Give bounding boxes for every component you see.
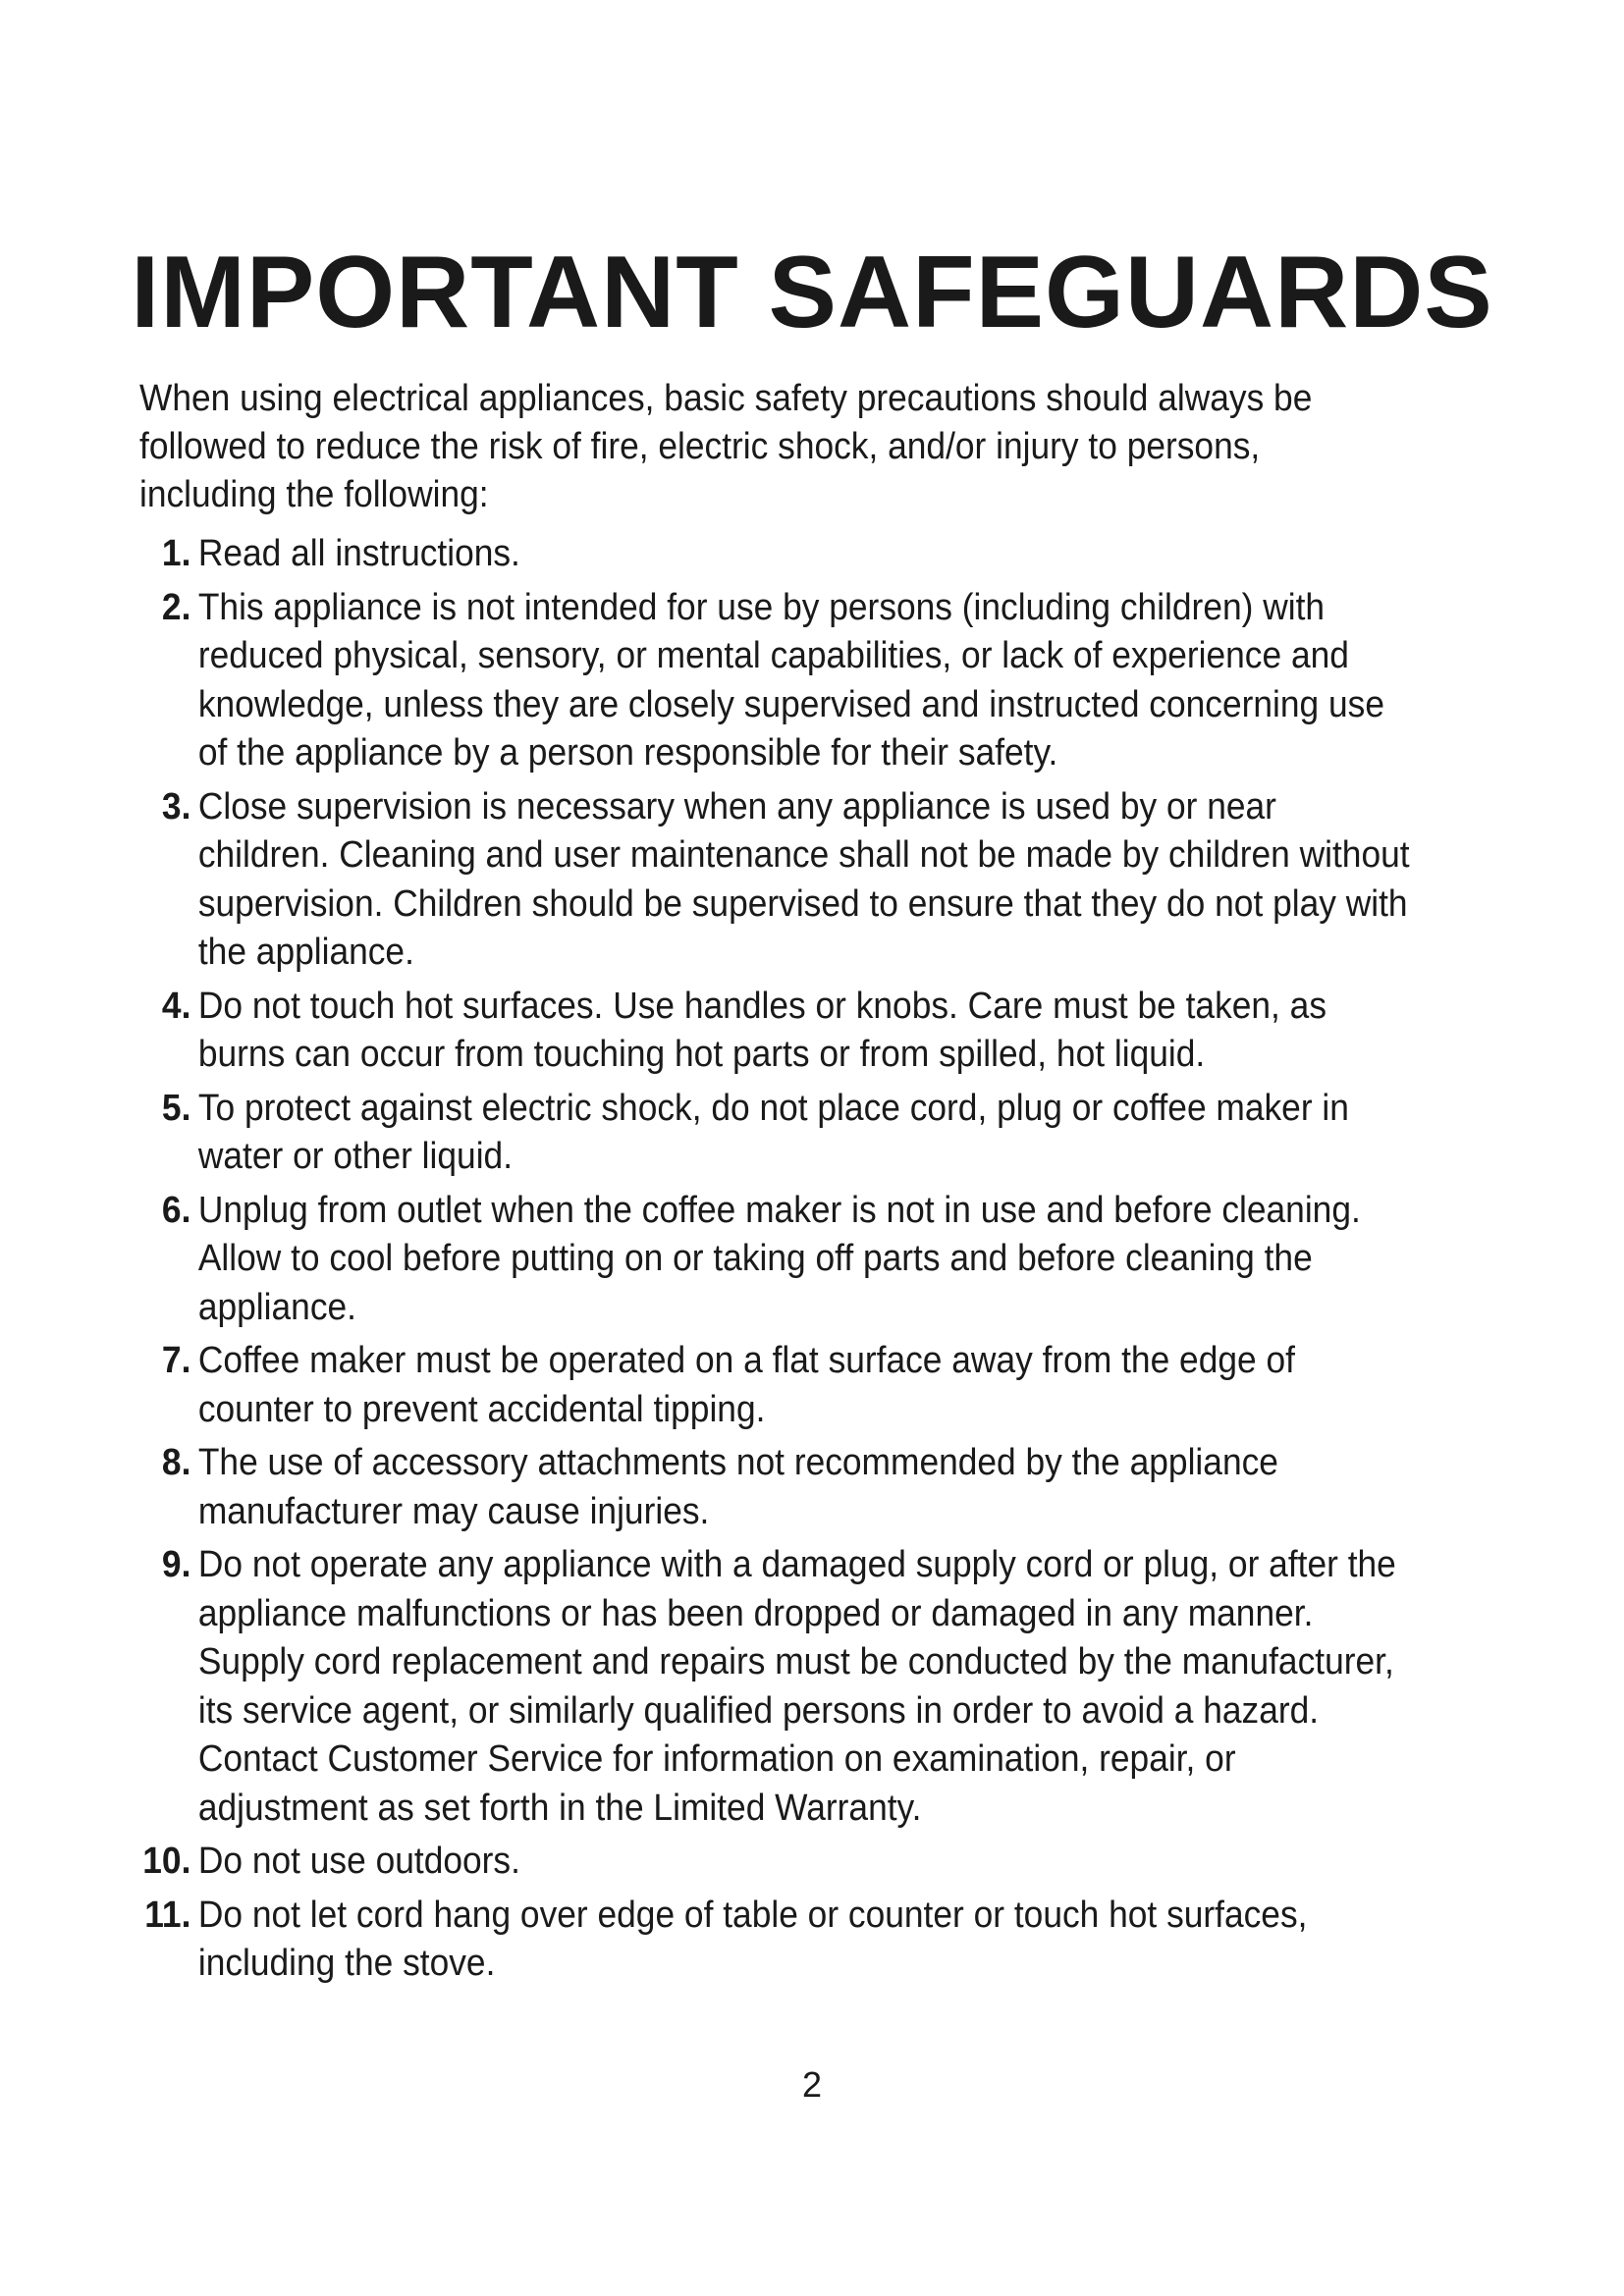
- page-title: IMPORTANT SAFEGUARDS: [131, 236, 1493, 349]
- list-item: [118, 1541, 1415, 1833]
- item-number: 5.: [161, 1087, 191, 1129]
- item-number: 3.: [161, 785, 191, 828]
- item-text: Unplug from outlet when the coffee maker is not in use and before cleaning. Allow to cool before putting on or taking off parts and before cleaning the appliance.: [197, 1189, 1361, 1328]
- item-number: 2.: [161, 586, 191, 628]
- item-number: 9.: [161, 1544, 191, 1585]
- list-item: [118, 983, 1415, 1080]
- item-text: Read all instructions.: [197, 533, 520, 574]
- list-item: [118, 1892, 1415, 1989]
- item-number: 10.: [142, 1841, 191, 1882]
- item-number: 1.: [161, 533, 191, 574]
- list-item: [118, 783, 1415, 978]
- page-number: 2: [801, 2064, 823, 2105]
- safeguards-list: [118, 530, 1415, 1994]
- item-text: Do not use outdoors.: [197, 1841, 520, 1882]
- item-text: Close supervision is necessary when any appliance is used by or near children. Cleaning and user maintenance shall not be made by children without supervision. Children should be supervised to ensure that they do not play with the appliance.: [197, 785, 1410, 973]
- item-number: 4.: [161, 985, 191, 1027]
- list-item: [118, 530, 1415, 579]
- item-number: 7.: [161, 1340, 191, 1381]
- list-item: [118, 1838, 1415, 1887]
- list-item: [118, 1085, 1415, 1182]
- item-number: 6.: [161, 1189, 191, 1231]
- item-text: Do not touch hot surfaces. Use handles or knobs. Care must be taken, as burns can occur from touching hot parts or from spilled, hot liquid.: [197, 985, 1327, 1075]
- item-text: Do not operate any appliance with a damaged supply cord or plug, or after the appliance malfunctions or has been dropped or damaged in any manner. Supply cord replacement and repairs must be conducted by the manufacturer, its service agent, or similarly qualified persons in order to avoid a hazard. Contact Customer Service for information on examination, repair, or adjustment as set forth in the Limited Warranty.: [197, 1544, 1396, 1829]
- item-number: 11.: [144, 1894, 191, 1936]
- list-item: [118, 1187, 1415, 1333]
- list-item: [118, 1337, 1415, 1434]
- item-text: To protect against electric shock, do not place cord, plug or coffee maker in water or other liquid.: [197, 1087, 1349, 1177]
- item-number: 8.: [161, 1442, 191, 1483]
- list-item: [118, 1439, 1415, 1536]
- list-item: [118, 584, 1415, 778]
- item-text: Do not let cord hang over edge of table or counter or touch hot surfaces, including the stove.: [197, 1894, 1308, 1984]
- item-text: This appliance is not intended for use by persons (including children) with reduced physical, sensory, or mental capabilities, or lack of experience and knowledge, unless they are closely supervised and instructed concerning use of the appliance by a person responsible for their safety.: [197, 586, 1384, 774]
- item-text: The use of accessory attachments not recommended by the appliance manufacturer may cause injuries.: [197, 1442, 1278, 1532]
- intro-paragraph: When using electrical appliances, basic safety precautions should always be followed to reduce the risk of fire, electric shock, and/or injury to persons, including the following:: [139, 378, 1313, 515]
- item-text: Coffee maker must be operated on a flat surface away from the edge of counter to prevent accidental tipping.: [197, 1340, 1295, 1430]
